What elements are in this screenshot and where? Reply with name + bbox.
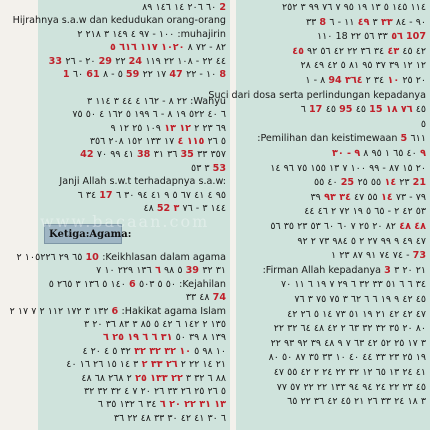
reference-number-highlight: 47 — [169, 69, 187, 80]
reference-number-highlight: 21 — [412, 177, 426, 189]
reference-number-highlight: 25 — [340, 177, 358, 189]
text-line — [17, 252, 226, 264]
reference-text: ٤١ ٢٤ ١٣ ٦٥ ١٢ ٣٢ ٢٢ ٢٤ ٢ ٤٢ ٥٥ ٤٧ — [273, 367, 426, 378]
reference-text: ١٧ ١٣٣ ١٥٢ ٢٠٨ ٣٥٦ — [89, 136, 175, 147]
text-line — [294, 294, 426, 306]
reference-text: ٣٤ ٦ ١٣٢ ٣٥ ٦ — [97, 399, 157, 411]
reference-text: ٣٦ ٣١ — [153, 149, 181, 161]
reference-number-highlight: 1 — [62, 69, 73, 80]
reference-number-highlight: ٣٤ ٩٣ — [320, 191, 351, 203]
reference-number-highlight: 61 — [86, 69, 103, 80]
text-line — [282, 2, 426, 14]
reference-text: ٨٠ ٢٠ ٣٥ ٣٢ ٣٢ ٦٣ ٢ ٤٢ ٤٨ ٦٤ ٣٢ ٢٢ — [273, 323, 426, 335]
reference-text: ٢٠ - ٢٦ — [65, 55, 99, 67]
reference-number-highlight: 5 — [400, 133, 411, 145]
reference-number-highlight: ١١٥ ٤ — [174, 136, 205, 147]
reference-number-highlight: 73 — [412, 250, 426, 262]
reference-text: ٤٧ ٤٢ ٤٢ ٢١ ١٩ ٥١ ٧٣ ١٤ ٥ ٢٦ ٤٢ — [287, 308, 426, 320]
text-line — [114, 413, 226, 425]
reference-text: ٥ — [420, 118, 426, 130]
reference-text: ٤٢ ٤٥ — [399, 45, 426, 57]
reference-number-highlight: 74 — [212, 292, 226, 304]
text-line — [300, 60, 426, 72]
text-line — [311, 192, 427, 204]
reference-number-highlight: ١٠ — [384, 75, 400, 86]
text-line — [90, 136, 226, 148]
reference-text: ٣ — [369, 16, 378, 28]
reference-text: ٩٥ ٤ ٤١ ٦٧ ٥ ٩ ٤١ ٩٤ ٣٠ ٦ — [115, 189, 226, 201]
reference-text: ١٢ ١٢ ٣٩ ٣٧ ٩٥ ٨١ ٥ ٤٢ ٤٩ ٢٨ — [300, 60, 426, 72]
text-line — [110, 123, 226, 135]
text-line — [271, 338, 426, 350]
reference-text: ١٩ ٢٥ ٢٣ ٣٣ ٤٤ ٤٠ ١٠ ٣٣ ٣٥ ٨٧ ٥٠ ٨٠ — [268, 352, 426, 364]
reference-text: ١٠ ٩٨ ٥ — [191, 345, 226, 357]
reference-text: ٤٥ — [412, 104, 426, 116]
reference-text: :Kejahilan — [179, 278, 226, 290]
reference-number-highlight: 8 — [219, 69, 226, 80]
reference-text: ٨٢ - ٧٢ ٨ — [184, 42, 226, 54]
reference-number-highlight: 33 — [48, 55, 66, 67]
reference-number-highlight: 52 — [156, 203, 174, 214]
reference-number-highlight: ٤٥ — [292, 45, 304, 57]
reference-text: ٧٤ ٧٤ ٩١ ٨٧ ٢٣ ١ - — [331, 250, 413, 262]
reference-number-highlight: 17 — [308, 104, 326, 116]
reference-text: ٥٥ ٢٥ — [357, 177, 413, 189]
reference-text: ٦ ٣٠ ٤١ ٤٢ ٣٠ ٣٣ ٤٨ ٢٢ ٣٦ — [113, 412, 226, 424]
reference-number-highlight: ١٤ — [377, 191, 393, 203]
reference-text: ٣٤ ٦ — [77, 189, 100, 201]
reference-number-highlight: ٧٦ ١٨ — [385, 104, 413, 116]
text-line — [257, 133, 426, 145]
text-line — [331, 250, 426, 262]
text-line — [110, 42, 226, 54]
reference-text: ٦ — [300, 104, 309, 116]
text-line — [81, 373, 226, 385]
text-line — [77, 29, 226, 41]
reference-number-highlight: 24 — [128, 55, 146, 67]
reference-text: ٦ ٤٠ ٥٢٢ ١٩ ٨ - ٦ ١٩٩ ٥ ١٦٢ ٤ ٥٠ ٧٥ — [72, 109, 226, 121]
reference-text: ٨٨ ٦ ٣٢ ٣ — [182, 372, 226, 384]
reference-text: ٤٨ — [143, 203, 157, 214]
text-line — [96, 265, 226, 277]
reference-text: ٣ ١٤ ١٥ ٢٦ ١٦ ٤٠ — [66, 359, 139, 371]
text-line — [66, 359, 226, 371]
reference-text: ٦٥ ٢٩ ١٠٥٢٢٦ ٢ — [16, 252, 86, 263]
reference-text: :Firman Allah kepadanya — [262, 264, 385, 276]
reference-text: ٤٨ ٣٣ — [185, 292, 213, 304]
reference-text: ١٠٩ ٢٥ ١٢ ٩ — [110, 122, 161, 134]
reference-text: ٤٥ — [325, 104, 340, 116]
reference-text: ٣ ٥٣ — [191, 162, 213, 174]
reference-text: ١٤٠ ٥ ١٣٦ ٣ ٢٦٥ ٥ — [48, 278, 129, 290]
reference-text: :Wahyu — [190, 95, 226, 107]
reference-number-highlight: 10 — [85, 252, 103, 263]
reference-number-highlight: 3 — [384, 264, 395, 276]
reference-number-highlight: 59 — [125, 69, 143, 80]
text-line — [63, 69, 226, 81]
text-line — [13, 15, 226, 27]
reference-number-highlight: 39 — [185, 265, 203, 277]
reference-text: ٢ ٢٦٨ ٦٨ ٤٨ — [81, 372, 132, 384]
reference-text: ٤١ — [120, 149, 134, 161]
reference-text: ٨ - ١ — [305, 75, 329, 86]
reference-text: Janji Allah s.w.t terhadapnya s.a.w: — [59, 176, 226, 188]
text-line — [142, 2, 226, 14]
reference-text: ٢١ ١٤ ٢٢ ٢ — [177, 359, 226, 371]
reference-text: ٣٩ — [310, 191, 321, 203]
reference-number-highlight: ١٣ ٣١ ٢٢ ٢٠ ٦ — [156, 399, 226, 411]
text-line — [208, 90, 426, 102]
reference-number-highlight: ٤٨ ٤٨ — [395, 221, 426, 232]
text-line — [87, 96, 226, 108]
reference-number-highlight: 6 — [128, 278, 139, 290]
text-line — [274, 367, 426, 379]
watermark: www.bacaan.com — [40, 212, 210, 231]
reference-text: :Pemilihan dan keistimewaan — [257, 133, 401, 145]
text-line — [263, 265, 426, 277]
reference-number-highlight: 95 — [339, 104, 356, 116]
reference-text: ١١٤ ١٤٥ ٥ ١٣ ١٩ ٩٥ ٧ ٧٦ ٩٩ ٣ ٢٥٢ — [281, 2, 426, 13]
reference-number-highlight: ٤٣ — [384, 45, 400, 57]
text-line — [287, 309, 426, 321]
reference-text: ١٣٦ ٢٢٩ ١٠ ٧ — [96, 265, 186, 277]
text-line — [317, 31, 426, 43]
reference-text: ٥٠ ٥ ٥٠٣ — [139, 278, 180, 290]
text-line — [281, 279, 426, 291]
reference-text: ٦٠ — [72, 69, 87, 80]
text-line — [269, 352, 426, 364]
text-line — [80, 149, 226, 161]
text-line — [274, 323, 426, 335]
reference-text: ٥٥ ٤٧ — [350, 191, 378, 203]
reference-text: ٥٣ ٤٢ ٢ - ٦٥ ٥ ١٩ ٧٢ ٢ ٤٦ ٤٤ — [304, 206, 426, 218]
reference-text: ٢٠ ١٥ ٨٧ - ٩٩ ١٠٠ ٧ ١٣ ١٥٥ ٧٥ ٩٦ ١٤ — [270, 162, 426, 174]
reference-text: ٢٠ ٢٥ — [399, 75, 426, 86]
reference-text: ٤٥ ٢٣ ٢٢ ٢٤ ٩٤ ٩٤ ١٣٣ ٢٢ ٢٢ ٥٧ ٧٧ — [276, 381, 426, 393]
reference-number-highlight: 2 — [219, 2, 226, 13]
reference-number-highlight: 53 — [212, 162, 226, 174]
reference-number-highlight: 35 — [180, 149, 198, 161]
text-line — [421, 119, 426, 131]
reference-number-highlight: ٣٦٤ — [345, 75, 363, 86]
reference-text: ٣ ١٨ ٢٤ ٣٣ ٢٦ ٢١ ٤٥ ٤٢ ٣٦ ٢٢ ٦٥ — [287, 396, 426, 408]
text-line — [314, 177, 426, 189]
reference-text: ٩٩ ٧٠ — [96, 149, 137, 161]
reference-number-highlight: ٣٣ — [377, 16, 393, 28]
reference-text: ٤٥ — [355, 104, 370, 116]
reference-text: ٦١١ — [410, 133, 426, 145]
reference-text: ١٤٤ ٣ - ٧٦ — [179, 203, 226, 214]
reference-text: ٦٠ ٢٠٦ ١٤ ١٤٦ ٨٩ — [142, 2, 220, 13]
reference-text: ١٣٥ ٢ ١٤٢ ٦ ٤٢ ٥ ٨٥ ٣ ٨٣ ٣٦ ٢٠ ٣ — [84, 319, 226, 330]
text-line — [191, 163, 226, 175]
reference-number-highlight: 6 — [111, 305, 122, 317]
reference-text: ٥ ٢٦ ٢٥ ٢٦ ٣٣ ٢٦ ٢٠ ٧ ٤ ٣٢ ٣٢ ٣٢ — [84, 386, 226, 397]
reference-number-highlight: ٣ — [173, 203, 180, 214]
reference-text: :muhajirin — [177, 28, 226, 40]
reference-number-highlight: 38 — [137, 149, 154, 161]
text-line — [49, 279, 226, 291]
reference-text: ٤٤ ٢٢ - ١٠٨ ٢٢ ١١٩ — [145, 55, 226, 67]
reference-text: ٣٥٧ ٣٣ — [197, 149, 226, 161]
reference-text: ٥ - ٨ — [102, 69, 126, 80]
reference-text: ٩٠ - ٨٤ — [392, 16, 426, 28]
reference-number-highlight: ٢٦ ٣٣ ٢ — [138, 359, 178, 371]
reference-text: ٣٣ — [305, 16, 320, 28]
reference-text: :Keikhlasan dalam agama — [102, 252, 226, 263]
reference-number-highlight: ٤٩ — [354, 16, 370, 28]
reference-text: ١٠٠ - ٩٧ ٤ ١٤٩ ٣ ٢١٨ ٢ — [77, 28, 178, 40]
reference-text: ٥٦ ٢٢ — [350, 31, 406, 43]
reference-text: ٤٠ ٦٥ ١ ٩٥ ٨ — [360, 148, 417, 159]
reference-text: ٤٠ ٥٥ — [314, 177, 341, 189]
reference-text: ٣ ١٧ ٢٥ ٥٢ ٤٢ ٦٣ ٧ ٩ ٤٨ ٣٩ ٩٢ ٩٣ ٢٢ — [270, 337, 426, 349]
reference-number-highlight: ١٢ ١٣ — [160, 122, 192, 134]
text-line — [103, 332, 226, 344]
reference-number-highlight: ٥٦ — [387, 31, 403, 43]
reference-text: ١٧ ٢٢ — [142, 69, 170, 80]
reference-number-highlight: ٣١ ٦ ٦ ١٩ ٢٥ ٦ — [103, 332, 173, 344]
reference-text: ٤٥ ٤٢ ٩ ١٩ ٦ ٦ ٦٢ ٣ ٧٥ ٧٥ ٣ ٧٦ — [294, 294, 426, 305]
reference-text: ٢٢ — [115, 55, 129, 67]
text-line — [332, 148, 426, 160]
reference-number-highlight: ١٠ ٣٢ ٣٢ ٣٢ — [130, 345, 192, 357]
text-line — [10, 306, 226, 318]
reference-text: ٢٢ ٨ - ١٦٢ ٤ ٤٤ ٣ ١١٤ ٣ — [86, 95, 191, 107]
reference-text: ٣٢ ٥ ٤ ٢٠ ٤ — [82, 345, 131, 357]
reference-text: ١١٠ 18 — [317, 31, 351, 43]
reference-number-highlight: 8 — [319, 16, 330, 28]
reference-number-highlight: 94 — [328, 75, 346, 86]
reference-text: ٣٢ — [202, 265, 213, 277]
text-line — [287, 396, 426, 408]
reference-number-highlight: ٩ - ٣٠ — [331, 148, 361, 159]
reference-number-highlight: ٦ — [151, 265, 161, 277]
text-line — [277, 382, 426, 394]
reference-text: Hijrahnya s.a.w dan kedudukan orang-orang — [12, 15, 226, 27]
reference-text: ٥ ٩٨ — [160, 265, 183, 277]
text-line — [78, 190, 226, 202]
text-line — [305, 75, 426, 87]
reference-text: ٣٤ ٦ ٦ ٥١ ٣٣ ٣٢ ٦ ٢٩ ٧ ١٩ ٦ ١١ ٧٠ — [280, 279, 426, 291]
reference-text: ٣٣ — [374, 31, 388, 43]
reference-text: ٤٧ ٤٩ ٩ ٩٩ ٢٧ ٢ ٥ ٩٨٤ ٧٣ ٢ ٩٢ — [297, 235, 426, 247]
reference-number-highlight: ١٠٢٠ ١١٧ ٦١٦ ٥ — [110, 42, 185, 54]
reference-text: ٦٩ ٢٣ ٢ — [191, 122, 226, 134]
text-line — [292, 46, 426, 58]
reference-text: ٥ ٢٦ — [204, 136, 226, 147]
reference-number-highlight: ٩ — [416, 148, 426, 159]
text-line — [59, 176, 226, 188]
reference-number-highlight: 15 — [369, 104, 386, 116]
text-line — [270, 163, 426, 175]
text-line — [297, 236, 426, 248]
text-line — [72, 109, 226, 121]
reference-text: ٣١ — [212, 265, 226, 277]
reference-text: ٣٤ ٣٦ ٢٢ ٤٢ ٥٦ ٩٢ — [303, 45, 385, 57]
reference-text: :Hakikat agama Islam — [121, 305, 226, 317]
text-line — [84, 386, 226, 398]
reference-text: ١١ - ٦ — [329, 16, 355, 28]
text-line — [49, 56, 226, 68]
text-line — [82, 346, 226, 358]
reference-number-highlight: 107 — [405, 31, 426, 43]
reference-text: ٢١ ٢٠ ٣ — [394, 264, 426, 276]
topic-label: Ketiga:Agama: — [49, 229, 132, 240]
reference-text: ٧٩ - ٧٣ — [392, 191, 426, 203]
reference-text: Suci dari dosa serta perlindungan kepadanya — [208, 89, 426, 101]
reference-text: ٣٤ ٢ — [362, 75, 385, 86]
reference-text: ٢٣ — [396, 177, 410, 189]
reference-number-highlight: 42 — [80, 149, 97, 161]
reference-number-highlight: ١٤ — [381, 177, 397, 189]
reference-text: ١٠ - ٢٢ — [186, 69, 220, 80]
reference-number-highlight: 29 — [98, 55, 116, 67]
text-line — [186, 292, 226, 304]
text-line — [306, 17, 426, 29]
text-line — [98, 399, 226, 411]
reference-text: ٨٢ ٢٠ ٢٥ ٧ ٦٠ ٦٠ ٥٣ ٢٣ ٣٥ ٥٦ — [270, 221, 396, 232]
reference-number-highlight: 17 — [99, 189, 116, 201]
text-line — [84, 319, 226, 331]
text-line — [301, 104, 426, 116]
reference-text: ١٣٢ ٣ ١٧٢ ١١٢ ٢ ٧ ١٧ ٢ — [9, 305, 112, 317]
reference-number-highlight: ٢٢ ١٣٣ ٢٥ — [131, 372, 183, 384]
reference-text: ١٣٩ ٨ ٣٩ ٥٠ — [172, 332, 226, 344]
